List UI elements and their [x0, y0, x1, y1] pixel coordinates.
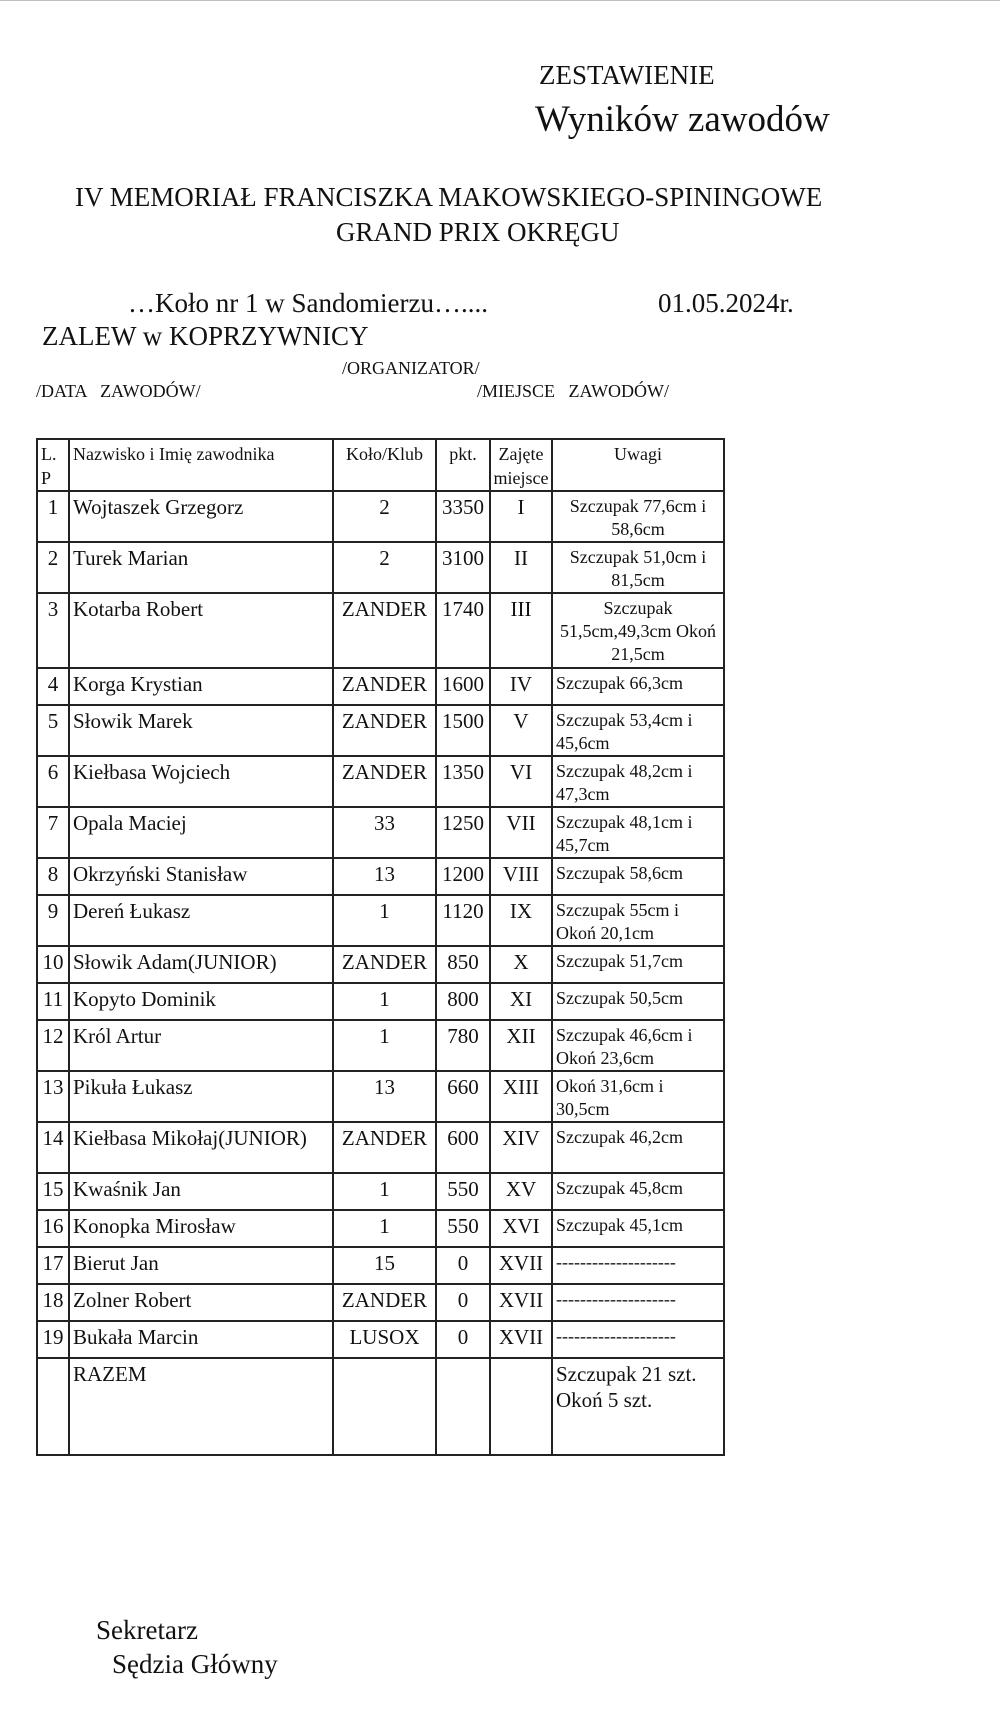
row-points: 1500	[436, 705, 490, 756]
row-lp: 14	[37, 1122, 69, 1173]
row-club: 33	[333, 807, 436, 858]
row-notes: Szczupak 48,1cm i 45,7cm	[552, 807, 724, 858]
table-row	[37, 946, 724, 983]
row-place: XVII	[490, 1247, 552, 1284]
row-lp: 11	[37, 983, 69, 1020]
row-club: LUSOX	[333, 1321, 436, 1358]
table-row	[37, 705, 724, 756]
row-club: 1	[333, 1020, 436, 1071]
row-place: VIII	[490, 858, 552, 895]
event-name-line2: GRAND PRIX OKRĘGU	[336, 217, 620, 247]
organizer-value: …Koło nr 1 w Sandomierzu…....	[128, 288, 488, 318]
row-name: Zolner Robert	[69, 1284, 333, 1321]
row-notes: --------------------	[552, 1247, 724, 1284]
judge-signature-label: Sędzia Główny	[112, 1649, 278, 1679]
row-name: Kiełbasa Wojciech	[69, 756, 333, 807]
table-row	[37, 858, 724, 895]
total-label: RAZEM	[69, 1358, 333, 1455]
total-row	[37, 1358, 724, 1455]
table-row	[37, 1247, 724, 1284]
row-notes: Szczupak 51,0cm i 81,5cm	[552, 542, 724, 593]
date-label: /DATA ZAWODÓW/	[36, 381, 201, 401]
venue-label: /MIEJSCE ZAWODÓW/	[477, 381, 670, 401]
row-name: Słowik Marek	[69, 705, 333, 756]
row-place: XIV	[490, 1122, 552, 1173]
row-name: Kwaśnik Jan	[69, 1173, 333, 1210]
row-points: 550	[436, 1210, 490, 1247]
row-club: 2	[333, 542, 436, 593]
row-points: 800	[436, 983, 490, 1020]
row-lp: 12	[37, 1020, 69, 1071]
document-subtitle: Wyników zawodów	[535, 99, 830, 140]
table-row	[37, 1284, 724, 1321]
row-place: XVII	[490, 1284, 552, 1321]
row-name: Dereń Łukasz	[69, 895, 333, 946]
row-points: 600	[436, 1122, 490, 1173]
header-lp: L. P	[37, 439, 69, 491]
row-lp: 1	[37, 491, 69, 542]
row-lp: 9	[37, 895, 69, 946]
row-club: 15	[333, 1247, 436, 1284]
row-place: XV	[490, 1173, 552, 1210]
row-name: Pikuła Łukasz	[69, 1071, 333, 1122]
row-name: Okrzyński Stanisław	[69, 858, 333, 895]
row-points: 1600	[436, 668, 490, 705]
total-notes: Szczupak 21 szt. Okoń 5 szt.	[552, 1358, 724, 1455]
row-points: 660	[436, 1071, 490, 1122]
row-lp: 2	[37, 542, 69, 593]
row-points: 850	[436, 946, 490, 983]
row-place: IX	[490, 895, 552, 946]
row-club: ZANDER	[333, 1284, 436, 1321]
row-place: XI	[490, 983, 552, 1020]
row-lp: 19	[37, 1321, 69, 1358]
row-points: 0	[436, 1247, 490, 1284]
row-club: ZANDER	[333, 593, 436, 668]
row-name: Korga Krystian	[69, 668, 333, 705]
row-place: I	[490, 491, 552, 542]
row-points: 550	[436, 1173, 490, 1210]
row-name: Wojtaszek Grzegorz	[69, 491, 333, 542]
results-table	[36, 438, 725, 1456]
table-row	[37, 1210, 724, 1247]
row-club: ZANDER	[333, 946, 436, 983]
organizer-label: /ORGANIZATOR/	[342, 358, 480, 378]
row-notes: Szczupak 55cm i Okoń 20,1cm	[552, 895, 724, 946]
row-name: Król Artur	[69, 1020, 333, 1071]
secretary-signature-label: Sekretarz	[96, 1615, 198, 1645]
row-points: 1120	[436, 895, 490, 946]
row-notes: Szczupak 53,4cm i 45,6cm	[552, 705, 724, 756]
row-place: XII	[490, 1020, 552, 1071]
table-row	[37, 756, 724, 807]
row-notes: Szczupak 66,3cm	[552, 668, 724, 705]
row-lp: 3	[37, 593, 69, 668]
document-title: ZESTAWIENIE	[539, 60, 715, 90]
row-notes: Szczupak 58,6cm	[552, 858, 724, 895]
event-name-line1: IV MEMORIAŁ FRANCISZKA MAKOWSKIEGO-SPININGOWE	[75, 182, 823, 212]
date-value: 01.05.2024r.	[658, 288, 794, 318]
table-row	[37, 895, 724, 946]
table-row	[37, 807, 724, 858]
row-name: Bierut Jan	[69, 1247, 333, 1284]
row-place: V	[490, 705, 552, 756]
row-club: 13	[333, 858, 436, 895]
row-club: 1	[333, 983, 436, 1020]
row-notes: Okoń 31,6cm i 30,5cm	[552, 1071, 724, 1122]
row-notes: Szczupak 46,6cm i Okoń 23,6cm	[552, 1020, 724, 1071]
table-row	[37, 542, 724, 593]
table-row	[37, 983, 724, 1020]
table-header-row	[37, 439, 724, 491]
row-notes: Szczupak 45,8cm	[552, 1173, 724, 1210]
row-place: IV	[490, 668, 552, 705]
table-row	[37, 668, 724, 705]
row-points: 3100	[436, 542, 490, 593]
row-club: 2	[333, 491, 436, 542]
row-notes: Szczupak 51,7cm	[552, 946, 724, 983]
row-place: VI	[490, 756, 552, 807]
table-row	[37, 1020, 724, 1071]
row-club: 1	[333, 1210, 436, 1247]
row-notes: Szczupak 45,1cm	[552, 1210, 724, 1247]
total-place-cell	[490, 1358, 552, 1455]
row-lp: 10	[37, 946, 69, 983]
row-place: XVI	[490, 1210, 552, 1247]
row-place: XVII	[490, 1321, 552, 1358]
row-notes: Szczupak 51,5cm,49,3cm Okoń 21,5cm	[552, 593, 724, 668]
row-name: Kotarba Robert	[69, 593, 333, 668]
row-club: 1	[333, 895, 436, 946]
row-lp: 15	[37, 1173, 69, 1210]
top-border	[0, 0, 1000, 1]
row-club: 13	[333, 1071, 436, 1122]
total-lp-cell	[37, 1358, 69, 1455]
row-name: Opala Maciej	[69, 807, 333, 858]
row-lp: 16	[37, 1210, 69, 1247]
row-lp: 8	[37, 858, 69, 895]
row-points: 0	[436, 1321, 490, 1358]
row-points: 1200	[436, 858, 490, 895]
row-place: XIII	[490, 1071, 552, 1122]
total-club-cell	[333, 1358, 436, 1455]
row-name: Konopka Mirosław	[69, 1210, 333, 1247]
row-notes: Szczupak 77,6cm i 58,6cm	[552, 491, 724, 542]
header-club: Koło/Klub	[333, 439, 436, 491]
row-points: 1350	[436, 756, 490, 807]
row-club: ZANDER	[333, 668, 436, 705]
row-place: X	[490, 946, 552, 983]
venue-value: ZALEW w KOPRZYWNICY	[42, 321, 369, 351]
row-points: 3350	[436, 491, 490, 542]
row-lp: 13	[37, 1071, 69, 1122]
row-name: Kopyto Dominik	[69, 983, 333, 1020]
row-lp: 4	[37, 668, 69, 705]
row-notes: --------------------	[552, 1284, 724, 1321]
row-lp: 6	[37, 756, 69, 807]
row-place: III	[490, 593, 552, 668]
row-lp: 17	[37, 1247, 69, 1284]
header-notes: Uwagi	[552, 439, 724, 491]
header-points: pkt.	[436, 439, 490, 491]
header-name: Nazwisko i Imię zawodnika	[69, 439, 333, 491]
row-name: Kiełbasa Mikołaj(JUNIOR)	[69, 1122, 333, 1173]
table-row	[37, 1071, 724, 1122]
table-row	[37, 491, 724, 542]
row-lp: 18	[37, 1284, 69, 1321]
row-place: II	[490, 542, 552, 593]
row-points: 780	[436, 1020, 490, 1071]
table-row	[37, 1321, 724, 1358]
row-lp: 7	[37, 807, 69, 858]
row-club: 1	[333, 1173, 436, 1210]
row-notes: --------------------	[552, 1321, 724, 1358]
row-notes: Szczupak 50,5cm	[552, 983, 724, 1020]
row-name: Turek Marian	[69, 542, 333, 593]
row-name: Bukała Marcin	[69, 1321, 333, 1358]
row-notes: Szczupak 48,2cm i 47,3cm	[552, 756, 724, 807]
row-club: ZANDER	[333, 1122, 436, 1173]
header-place: Zajęte miejsce	[490, 439, 552, 491]
row-points: 0	[436, 1284, 490, 1321]
row-place: VII	[490, 807, 552, 858]
table-row	[37, 1122, 724, 1173]
row-club: ZANDER	[333, 756, 436, 807]
row-lp: 5	[37, 705, 69, 756]
row-notes: Szczupak 46,2cm	[552, 1122, 724, 1173]
row-club: ZANDER	[333, 705, 436, 756]
table-row	[37, 593, 724, 668]
table-row	[37, 1173, 724, 1210]
row-points: 1740	[436, 593, 490, 668]
total-points-cell	[436, 1358, 490, 1455]
row-name: Słowik Adam(JUNIOR)	[69, 946, 333, 983]
row-points: 1250	[436, 807, 490, 858]
